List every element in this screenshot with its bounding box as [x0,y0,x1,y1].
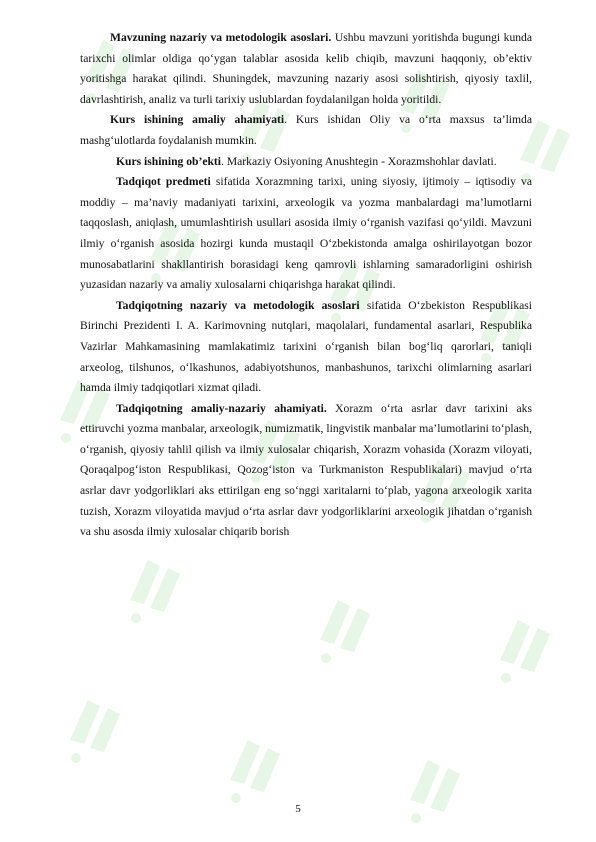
paragraph-practical-significance [80,110,532,151]
paragraph-text: sifatida O‘zbekiston Respublikasi Birinchi Prezidenti I. A. Karimovning nutqlari, maqolalari, fundamental asarlari, Respublika Vazirlar Mahkamasining mamlakatimiz tarixini o‘rganish bilan bog‘liq qarorlari, taniqli arxeolog, tilshunos, o‘lkashunos, adabiyotshunos, manbashunos, tarixchi olimlarning asarlari hamda ilmiy tadqiqotlari xizmat qiladi. [80,298,532,395]
paragraph-text: sifatida Xorazmning tarixi, uning siyosiy, ijtimoiy – iqtisodiy va moddiy – ma’naviy madaniyati tarixini, arxeologik va yozma manbalardagi ma’lumotlarni taqqoslash, aniqlash, umumlashtirish usullari asosida ilmiy o‘rganish vazifasi qo‘yildi. Mavzuni ilmiy o‘rganish asosida hozirgi kunda mustaqil O‘zbekistonda amalga oshirilayotgan bozor munosabatlarini shakllantirish borasidagi keng qamrovli ishlarning samaradorligini oshirish yuzasidan nazariy va amaliy xulosalarni chiqarishga harakat qilindi. [80,175,533,292]
paragraph-heading: Kurs ishining ob’ekti [116,154,222,168]
paragraph-heading: Tadqiqotning amaliy-nazariy ahamiyati. [116,401,327,415]
paragraph-applied-significance [80,399,532,543]
paragraph-methodology [80,28,532,110]
paragraph-text: Xorazm o‘rta asrlar davr tarixini aks ettiruvchi yozma manbalar, arxeologik, numizmatik, lingvistik manbalar ma’lumotlarini to‘plash, o‘rganish, qiyosiy tahlil qilish va ilmiy xulosalar chiqarish, Xorazm vohasida (Xorazm viloyati, Qoraqalpog‘iston Respublikasi, Qozog‘iston va Turkmaniston Respublikalari) mavjud o‘rta asrlar davr yodgorliklari aks ettirilgan eng so‘nggi xaritalarni to‘plab, yagona arxeologik xarita tuzish, Xorazm viloyatida mavjud o‘rta asrlar davr yodgorliklarini arxeologik jihatdan o‘rganish va shu asosda ilmiy xulosalar chiqarib borish [80,401,532,539]
page-number: 5 [295,803,301,815]
paragraph-text: . Markaziy Osiyoning Anushtegin - Xorazmshohlar davlati. [221,154,497,168]
paragraph-text: Ushbu mavzuni yoritishda bugungi kunda tarixchi olimlar oldiga qo‘ygan talablar asosida kelib chiqib, mavzuni haqqoniy, ob’ektiv yoritishga harakat qilindi. Shuningdek, mavzuning nazariy asosi solishtirish, qiyosiy taxlil, davrlashtirish, analiz va turli tarixiy uslublardan foydalanilgan holda yoritildi. [80,31,532,106]
paragraph-theoretical-basis [80,296,532,399]
paragraph-text: . Kurs ishidan Oliy va o‘rta maxsus ta’limda mashg‘ulotlarda foydalanish mumkin. [80,113,532,147]
paragraph-heading: Kurs ishining amaliy ahamiyati [110,113,285,127]
paragraph-heading: Tadqiqotning nazariy va metodologik asoslari [116,298,360,312]
paragraph-heading: Mavzuning nazariy va metodologik asoslari. [110,31,332,44]
paragraph-object [80,152,532,173]
paragraph-subject [80,172,532,296]
document-body [80,28,532,543]
paragraph-heading: Tadqiqot predmeti [116,175,211,189]
